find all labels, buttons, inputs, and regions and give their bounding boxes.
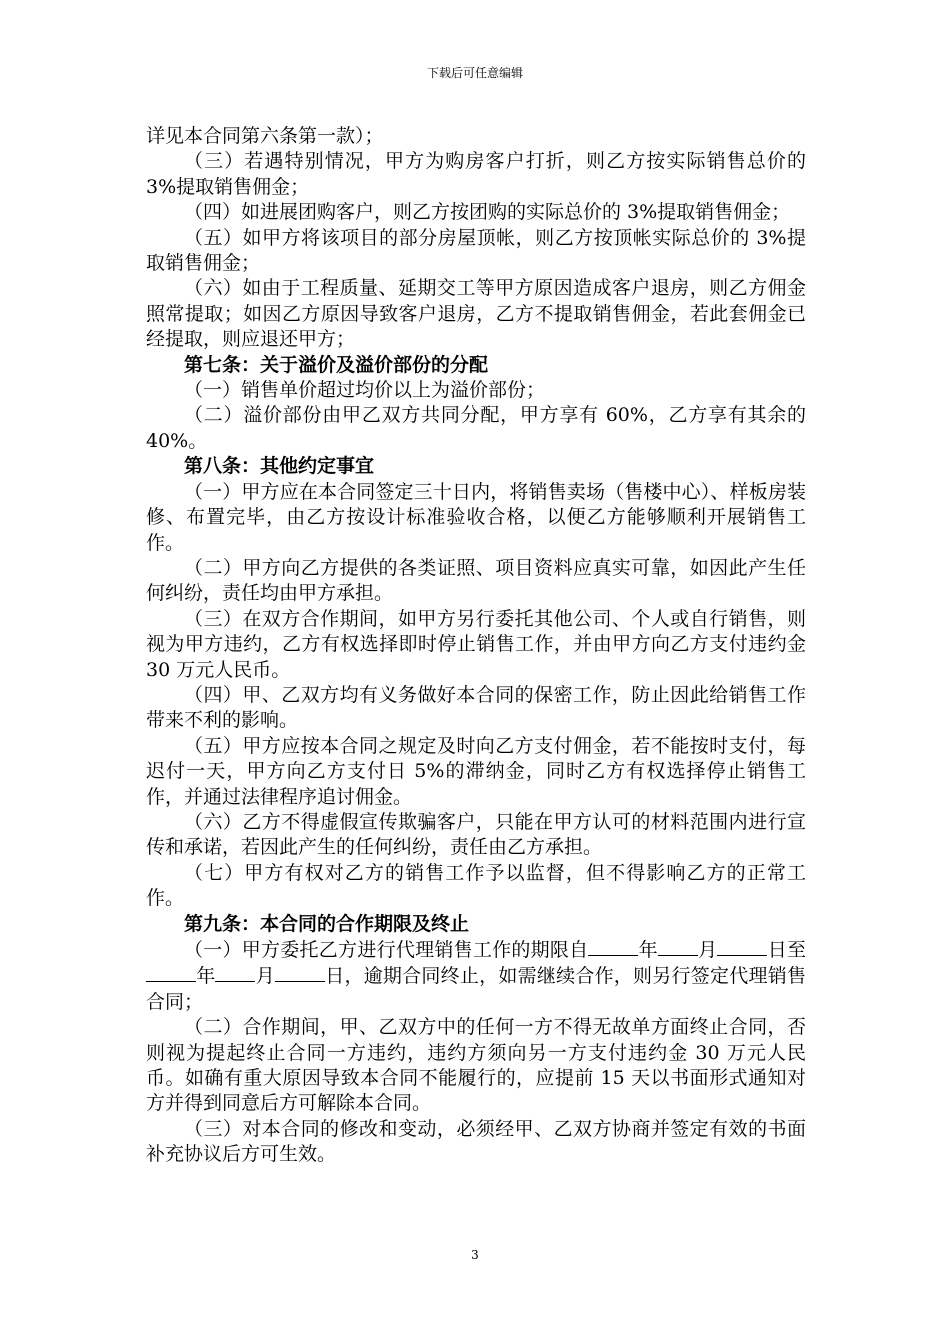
article-7-heading: 第七条：关于溢价及溢价部份的分配 — [184, 353, 489, 376]
end-day-blank[interactable] — [275, 963, 325, 982]
clause-6-4: （四）如进展团购客户，则乙方按团购的实际总价的 3%提取销售佣金； — [184, 201, 791, 224]
document-body — [146, 124, 806, 1168]
month-label: 月 — [255, 965, 275, 988]
clause-8-3: （三）在双方合作期间，如甲方另行委托其他公司、个人或自行销售，则视为甲方违约，乙方有权选择即时停止销售工作，并由甲方向乙方支付违约金 30 万元人民币。 — [146, 607, 806, 681]
clause-9-1 — [146, 937, 806, 1015]
year-label: 年 — [196, 965, 216, 988]
day-to-label: 日至 — [767, 939, 806, 961]
article-9-heading: 第九条：本合同的合作期限及终止 — [184, 912, 470, 935]
start-year-blank[interactable] — [588, 937, 638, 956]
end-month-blank[interactable] — [215, 963, 255, 982]
clause-8-1: （一）甲方应在本合同签定三十日内，将销售卖场（售楼中心）、样板房装修、布置完毕，由乙方按设计标准验收合格，以便乙方能够顺利开展销售工作。 — [146, 480, 806, 554]
term-prefix: （一）甲方委托乙方进行代理销售工作的期限自 — [184, 939, 589, 961]
term-suffix: 日，逾期合同终止，如需继续合作，则另行签定代理销售合同； — [146, 965, 806, 1013]
paragraph-continuation: 详见本合同第六条第一款）； — [146, 125, 384, 147]
clause-8-6: （六）乙方不得虚假宣传欺骗客户，只能在甲方认可的材料范围内进行宣传和承诺，若因此产生的任何纠纷，责任由乙方承担。 — [146, 810, 806, 859]
clause-6-5: （五）如甲方将该项目的部分房屋顶帐，则乙方按顶帐实际总价的 3%提取销售佣金； — [146, 226, 806, 275]
end-year-blank[interactable] — [146, 963, 196, 982]
clause-8-2: （二）甲方向乙方提供的各类证照、项目资料应真实可靠，如因此产生任何纠纷，责任均由甲方承担。 — [146, 556, 806, 605]
clause-6-3: （三）若遇特别情况，甲方为购房客户打折，则乙方按实际销售总价的 3%提取销售佣金； — [146, 150, 806, 198]
clause-8-5: （五）甲方应按本合同之规定及时向乙方支付佣金，若不能按时支付，每迟付一天，甲方向乙方支付日 5%的滞纳金，同时乙方有权选择停止销售工作，并通过法律程序追讨佣金。 — [146, 734, 806, 808]
clause-7-2: （二）溢价部份由甲乙双方共同分配，甲方享有 60%，乙方享有其余的 40%。 — [146, 404, 806, 452]
clause-8-7: （七）甲方有权对乙方的销售工作予以监督，但不得影响乙方的正常工作。 — [146, 861, 806, 910]
clause-9-2: （二）合作期间，甲、乙双方中的任何一方不得无故单方面终止合同，否则视为提起终止合同一方违约，违约方须向另一方支付违约金 30 万元人民币。如确有重大原因导致本合同不能履行的，应提前 15 天以书面形式通知对方并得到同意后方可解除本合同。 — [146, 1016, 806, 1115]
article-8-heading: 第八条：其他约定事宜 — [184, 455, 375, 478]
page-header: 下载后可任意编辑 — [426, 66, 523, 80]
month-label: 月 — [697, 939, 718, 961]
start-month-blank[interactable] — [658, 937, 698, 956]
clause-7-1: （一）销售单价超过均价以上为溢价部份； — [184, 379, 546, 402]
clause-8-4: （四）甲、乙双方均有义务做好本合同的保密工作，防止因此给销售工作带来不利的影响。 — [146, 683, 806, 732]
page-number: 3 — [471, 1248, 479, 1262]
clause-6-6: （六）如由于工程质量、延期交工等甲方原因造成客户退房，则乙方佣金照常提取；如因乙方原因导致客户退房，乙方不提取销售佣金，若此套佣金已经提取，则应退还甲方； — [146, 277, 806, 351]
clause-9-3: （三）对本合同的修改和变动，必须经甲、乙双方协商并签定有效的书面补充协议后方可生效。 — [146, 1117, 806, 1166]
year-label: 年 — [638, 939, 658, 961]
start-day-blank[interactable] — [717, 937, 767, 956]
